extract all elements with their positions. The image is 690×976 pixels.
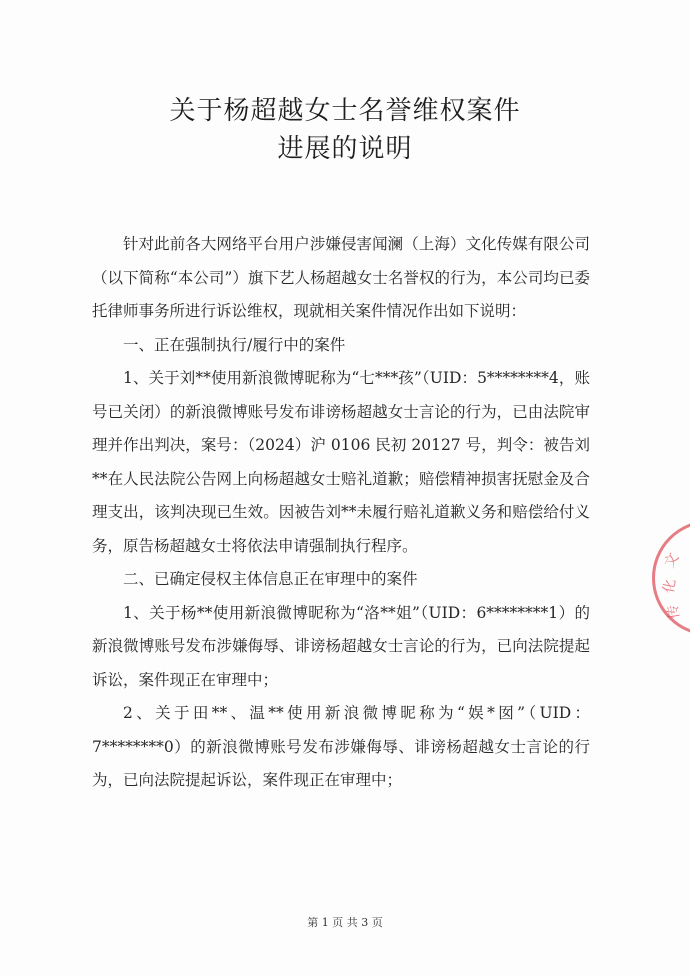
page-footer: 第 1 页 共 3 页 [307, 916, 383, 929]
document-title-line-2: 进展的说明 [277, 134, 413, 164]
section-heading-2: 二、已确定侵权主体信息正在审理中的案件 [123, 570, 418, 588]
case-paragraph-1-1: 1、关于刘**使用新浪微博昵称为“七***孩”（UID：5********4，账号已关闭）的新浪微博账号发布诽谤杨超越女士言论的行为，已由法院审理并作出判决，案号：（2024）沪 0106 民初 20127 号，判令：被告刘**在人民法院公告网上向杨超越女士赔礼道歉；赔偿精神损害抚慰金及合理支出，该判决现已生效。因被告刘**未履行赔礼道歉义务和赔偿给付义务，原告杨超越女士将依法申请强制执行程序。 [92, 369, 590, 555]
intro-paragraph: 针对此前各大网络平台用户涉嫌侵害闻澜（上海）文化传媒有限公司（以下简称“本公司”）旗下艺人杨超越女士名誉权的行为，本公司均已委托律师事务所进行诉讼维权，现就相关案件情况作出如下说明： [92, 235, 590, 320]
case-paragraph-2-1: 1、关于杨**使用新浪微博昵称为“洛**姐”（UID：6********1）的新浪微博账号发布涉嫌侮辱、诽谤杨超越女士言论的行为，已向法院提起诉讼，案件现正在审理中； [92, 603, 590, 689]
document-body [92, 228, 590, 798]
document-title-line-1: 关于杨超越女士名誉维权案件 [169, 96, 521, 126]
red-seal-stamp: 文 化 传 [640, 520, 690, 640]
section-heading-1: 一、正在强制执行/履行中的案件 [123, 335, 346, 354]
case-paragraph-2-2: 2、关于田**、温**使用新浪微博昵称为“娱*囡”（UID：7********0）的新浪微博账号发布涉嫌侮辱、诽谤杨超越女士言论的行为，已向法院提起诉讼，案件现正在审理中； [92, 704, 590, 789]
